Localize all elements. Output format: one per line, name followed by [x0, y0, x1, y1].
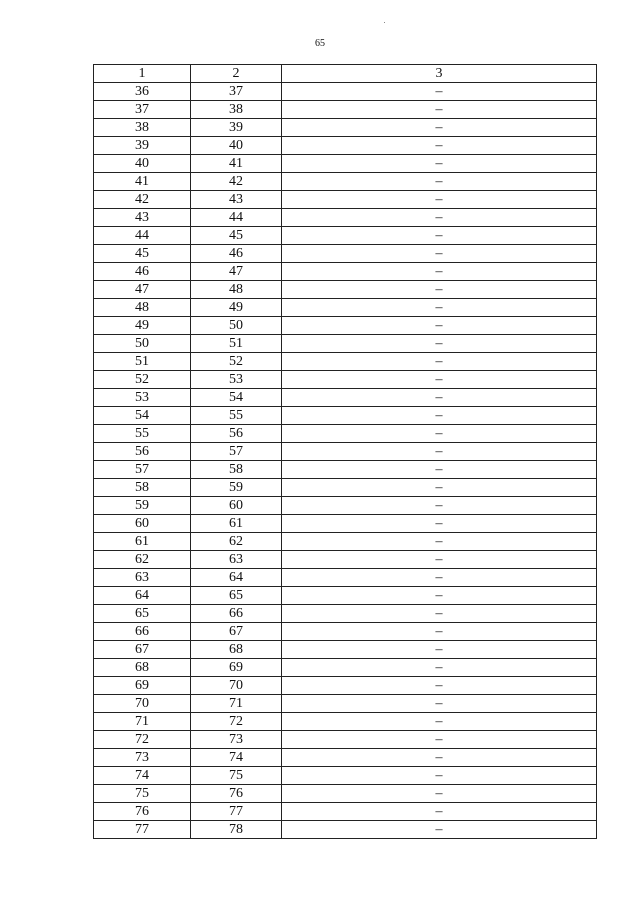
table-cell-col-3: – — [282, 353, 597, 371]
table-cell-col-3: – — [282, 83, 597, 101]
table-cell-col-2: 75 — [191, 767, 282, 785]
page-number: 65 — [315, 38, 325, 49]
table-cell-col-1: 39 — [94, 137, 191, 155]
table-cell-col-3: – — [282, 245, 597, 263]
table-cell-col-3: – — [282, 371, 597, 389]
table-cell-col-2: 50 — [191, 317, 282, 335]
table-row — [94, 407, 597, 425]
table-cell-col-3: – — [282, 659, 597, 677]
table-cell-col-2: 71 — [191, 695, 282, 713]
table-row — [94, 533, 597, 551]
table-cell-col-3: – — [282, 137, 597, 155]
table-cell-col-3: – — [282, 803, 597, 821]
table-cell-col-1: 59 — [94, 497, 191, 515]
table-body — [94, 83, 597, 839]
table-cell-col-3: – — [282, 461, 597, 479]
table-cell-col-3: – — [282, 749, 597, 767]
table-cell-col-1: 54 — [94, 407, 191, 425]
table-row — [94, 749, 597, 767]
table-row — [94, 281, 597, 299]
table-cell-col-1: 50 — [94, 335, 191, 353]
table-cell-col-1: 75 — [94, 785, 191, 803]
table-row — [94, 569, 597, 587]
table-row — [94, 119, 597, 137]
table-cell-col-1: 43 — [94, 209, 191, 227]
table-cell-col-2: 55 — [191, 407, 282, 425]
table-cell-col-3: – — [282, 209, 597, 227]
table-cell-col-3: – — [282, 695, 597, 713]
table-cell-col-1: 47 — [94, 281, 191, 299]
table-cell-col-3: – — [282, 605, 597, 623]
table-cell-col-1: 65 — [94, 605, 191, 623]
table-cell-col-3: – — [282, 191, 597, 209]
table-cell-col-3: – — [282, 587, 597, 605]
table-cell-col-1: 64 — [94, 587, 191, 605]
table-cell-col-3: – — [282, 479, 597, 497]
table-cell-col-1: 67 — [94, 641, 191, 659]
table-cell-col-1: 77 — [94, 821, 191, 839]
table-row — [94, 767, 597, 785]
table-cell-col-2: 45 — [191, 227, 282, 245]
table-cell-col-2: 77 — [191, 803, 282, 821]
table-row — [94, 137, 597, 155]
table-cell-col-3: – — [282, 569, 597, 587]
table-cell-col-1: 71 — [94, 713, 191, 731]
table-row — [94, 83, 597, 101]
table-cell-col-1: 68 — [94, 659, 191, 677]
table-row — [94, 209, 597, 227]
table-cell-col-1: 74 — [94, 767, 191, 785]
table-cell-col-3: – — [282, 551, 597, 569]
table-row — [94, 227, 597, 245]
scan-speck — [384, 22, 385, 23]
column-header-2: 2 — [191, 65, 282, 83]
table-cell-col-2: 61 — [191, 515, 282, 533]
table-cell-col-1: 49 — [94, 317, 191, 335]
table-cell-col-2: 72 — [191, 713, 282, 731]
table-row — [94, 245, 597, 263]
table-cell-col-1: 41 — [94, 173, 191, 191]
table-cell-col-3: – — [282, 263, 597, 281]
table-cell-col-2: 66 — [191, 605, 282, 623]
table-row — [94, 191, 597, 209]
table-cell-col-2: 37 — [191, 83, 282, 101]
table-cell-col-2: 68 — [191, 641, 282, 659]
table-cell-col-1: 48 — [94, 299, 191, 317]
table-cell-col-3: – — [282, 533, 597, 551]
table-cell-col-1: 76 — [94, 803, 191, 821]
table-cell-col-1: 66 — [94, 623, 191, 641]
table-cell-col-2: 62 — [191, 533, 282, 551]
table-cell-col-1: 57 — [94, 461, 191, 479]
table-cell-col-2: 46 — [191, 245, 282, 263]
table-cell-col-2: 39 — [191, 119, 282, 137]
table-cell-col-3: – — [282, 173, 597, 191]
table-row — [94, 731, 597, 749]
table-cell-col-2: 58 — [191, 461, 282, 479]
table-cell-col-2: 51 — [191, 335, 282, 353]
table-cell-col-1: 53 — [94, 389, 191, 407]
table-cell-col-3: – — [282, 767, 597, 785]
table-cell-col-2: 73 — [191, 731, 282, 749]
table-cell-col-1: 51 — [94, 353, 191, 371]
table-row — [94, 587, 597, 605]
table-row — [94, 623, 597, 641]
table-cell-col-1: 60 — [94, 515, 191, 533]
table-row — [94, 713, 597, 731]
table-cell-col-2: 43 — [191, 191, 282, 209]
table-header-row — [94, 65, 597, 83]
table-cell-col-3: – — [282, 443, 597, 461]
table-row — [94, 101, 597, 119]
table-cell-col-3: – — [282, 623, 597, 641]
table-cell-col-3: – — [282, 785, 597, 803]
table-cell-col-3: – — [282, 677, 597, 695]
table-row — [94, 317, 597, 335]
table-cell-col-1: 40 — [94, 155, 191, 173]
table-cell-col-2: 67 — [191, 623, 282, 641]
table-cell-col-2: 60 — [191, 497, 282, 515]
table-row — [94, 371, 597, 389]
table-row — [94, 425, 597, 443]
table-cell-col-1: 36 — [94, 83, 191, 101]
table-cell-col-2: 56 — [191, 425, 282, 443]
table-cell-col-1: 73 — [94, 749, 191, 767]
table-cell-col-1: 46 — [94, 263, 191, 281]
table-cell-col-1: 58 — [94, 479, 191, 497]
table-row — [94, 515, 597, 533]
table-cell-col-3: – — [282, 407, 597, 425]
table-row — [94, 263, 597, 281]
table-cell-col-2: 64 — [191, 569, 282, 587]
table-cell-col-3: – — [282, 713, 597, 731]
table-cell-col-3: – — [282, 641, 597, 659]
table-cell-col-1: 70 — [94, 695, 191, 713]
table-cell-col-2: 42 — [191, 173, 282, 191]
table-cell-col-2: 78 — [191, 821, 282, 839]
table-cell-col-1: 45 — [94, 245, 191, 263]
table-cell-col-2: 57 — [191, 443, 282, 461]
table-row — [94, 389, 597, 407]
table-cell-col-2: 74 — [191, 749, 282, 767]
table-cell-col-2: 52 — [191, 353, 282, 371]
table-row — [94, 695, 597, 713]
table-row — [94, 173, 597, 191]
table-row — [94, 155, 597, 173]
table-row — [94, 785, 597, 803]
table-cell-col-3: – — [282, 317, 597, 335]
table-row — [94, 497, 597, 515]
table-row — [94, 353, 597, 371]
table-cell-col-3: – — [282, 299, 597, 317]
table-cell-col-3: – — [282, 101, 597, 119]
table-cell-col-2: 69 — [191, 659, 282, 677]
table-cell-col-1: 69 — [94, 677, 191, 695]
table-row — [94, 443, 597, 461]
table-cell-col-3: – — [282, 497, 597, 515]
table-cell-col-2: 54 — [191, 389, 282, 407]
table-cell-col-1: 62 — [94, 551, 191, 569]
table-row — [94, 659, 597, 677]
table-row — [94, 299, 597, 317]
table-row — [94, 479, 597, 497]
table-cell-col-3: – — [282, 389, 597, 407]
data-table — [93, 64, 597, 839]
table-row — [94, 677, 597, 695]
table-row — [94, 551, 597, 569]
table-row — [94, 821, 597, 839]
table-cell-col-2: 40 — [191, 137, 282, 155]
column-header-1: 1 — [94, 65, 191, 83]
table-cell-col-3: – — [282, 731, 597, 749]
table-cell-col-1: 72 — [94, 731, 191, 749]
table-cell-col-3: – — [282, 821, 597, 839]
table-cell-col-2: 49 — [191, 299, 282, 317]
table-cell-col-2: 41 — [191, 155, 282, 173]
table-cell-col-2: 38 — [191, 101, 282, 119]
table-cell-col-3: – — [282, 281, 597, 299]
table-cell-col-3: – — [282, 515, 597, 533]
table-cell-col-3: – — [282, 155, 597, 173]
table-row — [94, 461, 597, 479]
table-cell-col-1: 38 — [94, 119, 191, 137]
table-cell-col-2: 76 — [191, 785, 282, 803]
table-cell-col-2: 44 — [191, 209, 282, 227]
table-cell-col-2: 70 — [191, 677, 282, 695]
table-cell-col-2: 53 — [191, 371, 282, 389]
table-row — [94, 335, 597, 353]
table-cell-col-1: 63 — [94, 569, 191, 587]
table-cell-col-1: 42 — [94, 191, 191, 209]
table-cell-col-3: – — [282, 335, 597, 353]
table-row — [94, 605, 597, 623]
table-cell-col-1: 61 — [94, 533, 191, 551]
table-cell-col-1: 52 — [94, 371, 191, 389]
table-cell-col-1: 56 — [94, 443, 191, 461]
table-cell-col-1: 37 — [94, 101, 191, 119]
table-row — [94, 803, 597, 821]
table-cell-col-1: 55 — [94, 425, 191, 443]
table-cell-col-2: 65 — [191, 587, 282, 605]
table-cell-col-2: 59 — [191, 479, 282, 497]
table-cell-col-3: – — [282, 425, 597, 443]
table-cell-col-3: – — [282, 227, 597, 245]
table-cell-col-1: 44 — [94, 227, 191, 245]
table-cell-col-3: – — [282, 119, 597, 137]
column-header-3: 3 — [282, 65, 597, 83]
table-cell-col-2: 63 — [191, 551, 282, 569]
table-cell-col-2: 48 — [191, 281, 282, 299]
table-cell-col-2: 47 — [191, 263, 282, 281]
table-row — [94, 641, 597, 659]
